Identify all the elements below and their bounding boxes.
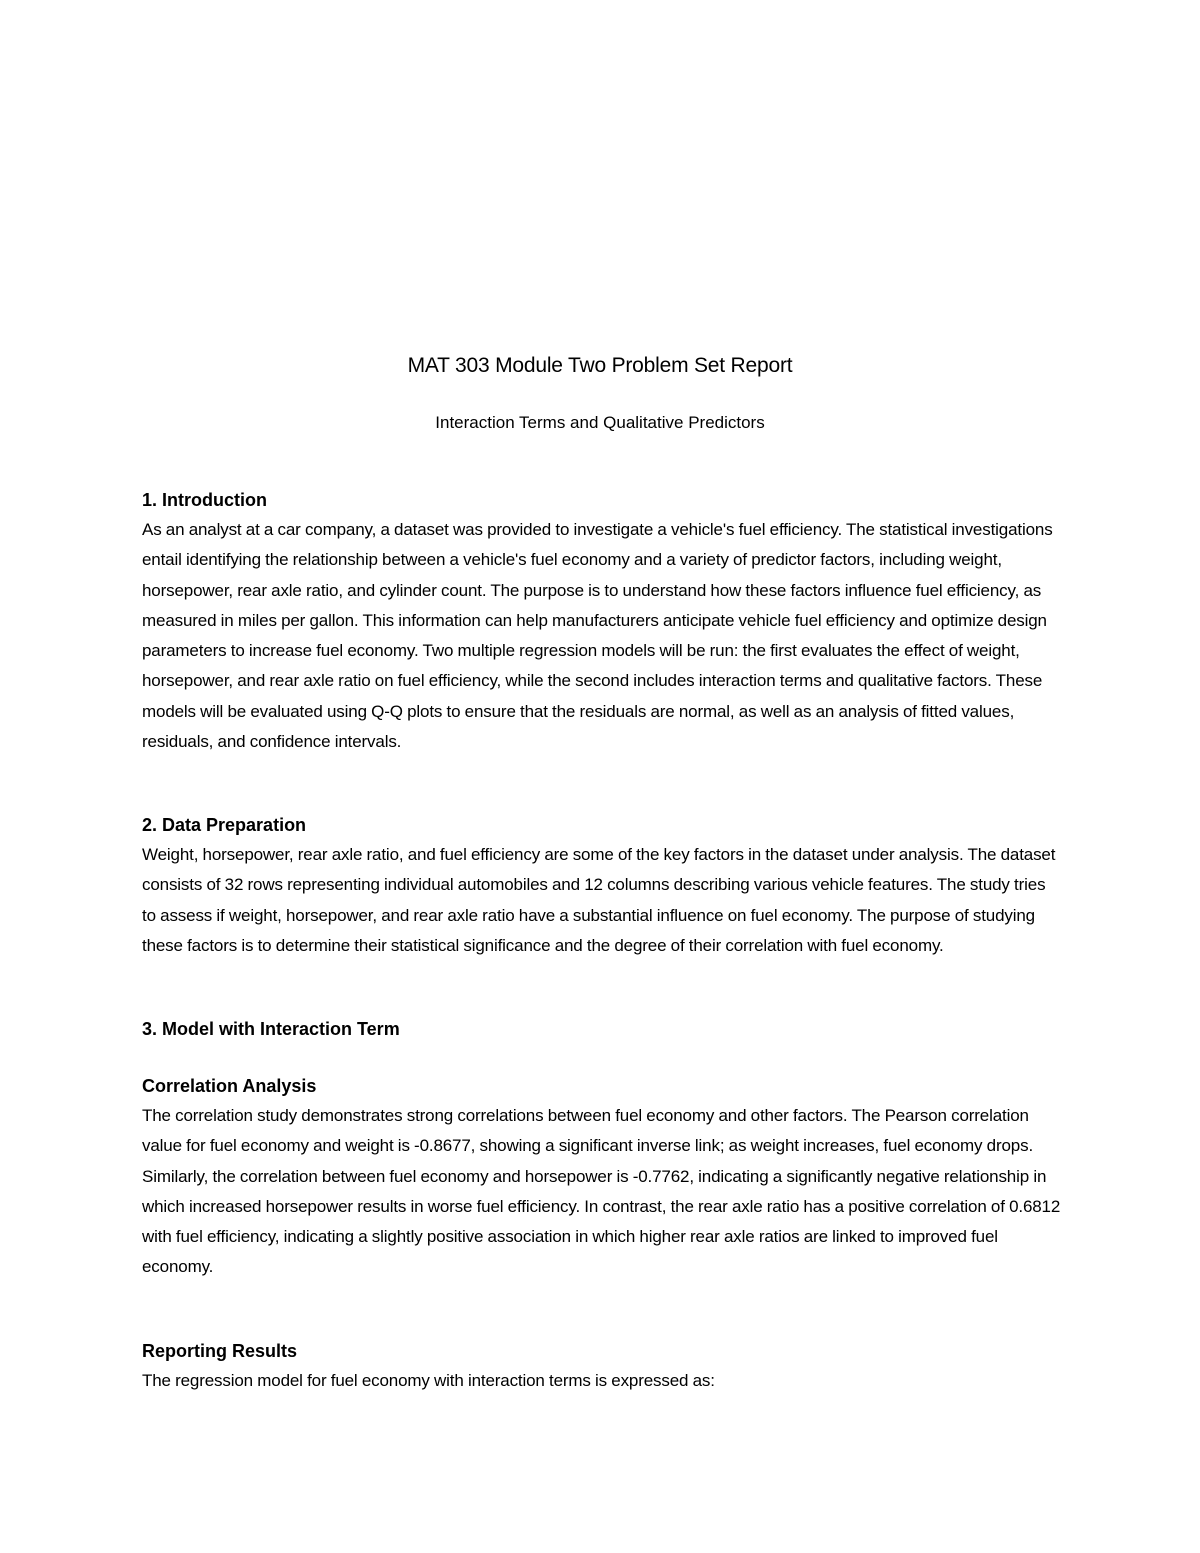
correlation-analysis-paragraph: The correlation study demonstrates strong correlations between fuel economy and other factors. The Pearson correlation value for fuel economy and weight is -0.8677, showing a significant inverse link; as weight increases, fuel economy drops. Similarly, the correlation between fuel economy and horsepower is -0.7762, indicating a significantly negative relationship in which increased horsepower results in worse fuel efficiency. In contrast, the rear axle ratio has a positive correlation of 0.6812 with fuel efficiency, indicating a slightly positive association in which higher rear axle ratios are linked to improved fuel economy. xyxy=(142,1106,1061,1277)
introduction-heading: 1. Introduction xyxy=(142,490,267,510)
data-preparation-heading: 2. Data Preparation xyxy=(142,815,307,835)
correlation-analysis-heading: Correlation Analysis xyxy=(142,1076,317,1096)
document-title: MAT 303 Module Two Problem Set Report xyxy=(407,354,793,377)
section-data-preparation xyxy=(142,810,1062,961)
subsection-reporting-results xyxy=(142,1336,1062,1396)
reporting-results-paragraph: The regression model for fuel economy with interaction terms is expressed as: xyxy=(142,1371,715,1390)
section-model-interaction xyxy=(142,1014,1062,1044)
document-subtitle: Interaction Terms and Qualitative Predictors xyxy=(435,413,765,432)
model-interaction-heading: 3. Model with Interaction Term xyxy=(142,1019,400,1039)
reporting-results-heading: Reporting Results xyxy=(142,1341,298,1361)
introduction-paragraph: As an analyst at a car company, a dataset was provided to investigate a vehicle's fuel efficiency. The statistical investigations entail identifying the relationship between a vehicle's fuel economy and a variety of predictor factors, including weight, horsepower, rear axle ratio, and cylinder count. The purpose is to understand how these factors influence fuel efficiency, as measured in miles per gallon. This information can help manufacturers anticipate vehicle fuel efficiency and optimize design parameters to increase fuel economy. Two multiple regression models will be run: the first evaluates the effect of weight, horsepower, and rear axle ratio on fuel efficiency, while the second includes interaction terms and qualitative factors. These models will be evaluated using Q-Q plots to ensure that the residuals are normal, as well as an analysis of fitted values, residuals, and confidence intervals. xyxy=(142,520,1053,752)
data-preparation-paragraph: Weight, horsepower, rear axle ratio, and fuel efficiency are some of the key factors in the dataset under analysis. The dataset consists of 32 rows representing individual automobiles and 12 columns describing various vehicle features. The study tries to assess if weight, horsepower, and rear axle ratio have a substantial influence on fuel economy. The purpose of studying these factors is to determine their statistical significance and the degree of their correlation with fuel economy. xyxy=(142,845,1056,955)
section-introduction xyxy=(142,485,1062,757)
subsection-correlation-analysis xyxy=(142,1071,1062,1283)
